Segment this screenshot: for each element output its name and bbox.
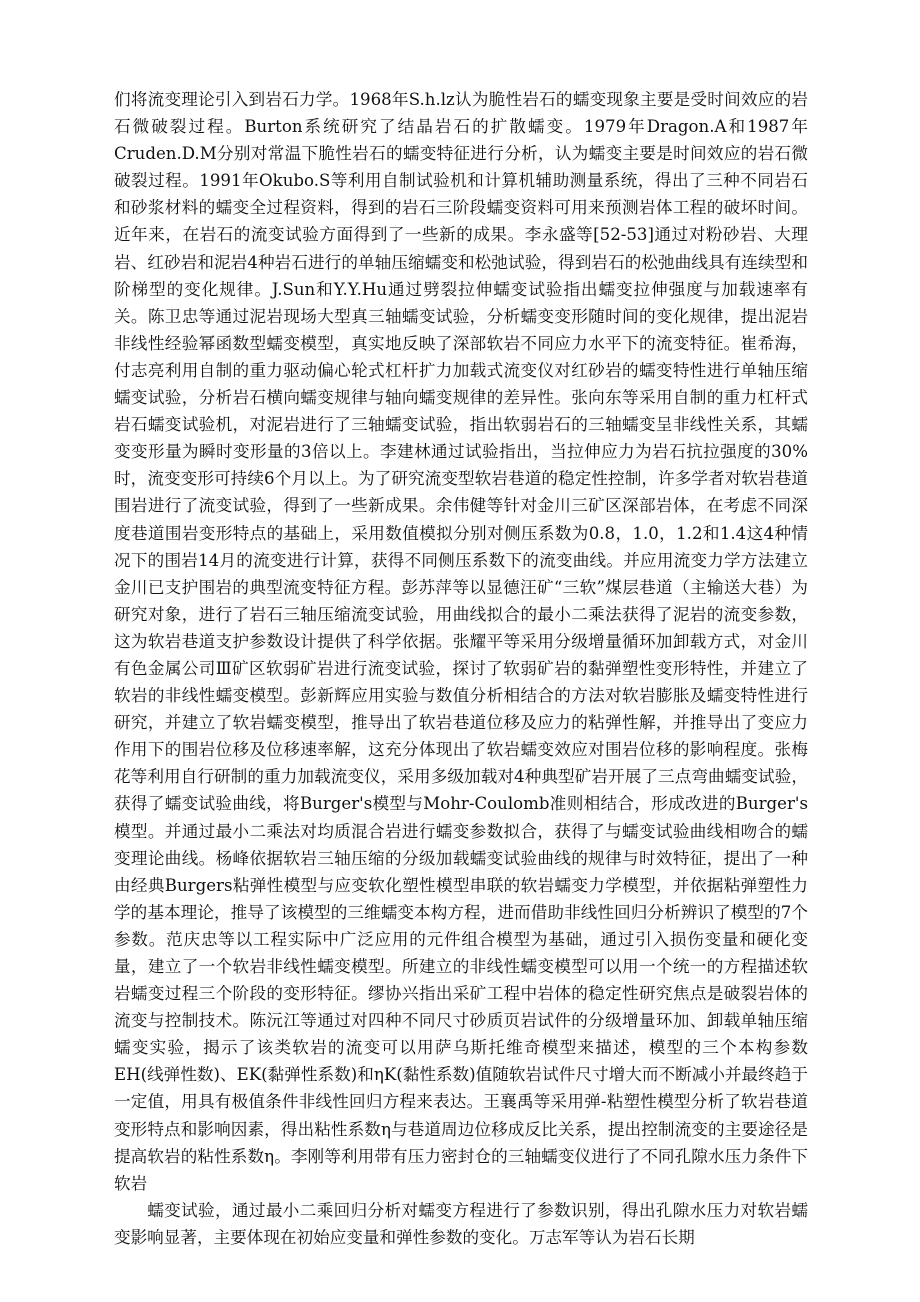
paragraph-1: 们将流变理论引入到岩石力学。1968年S.h.lz认为脆性岩石的蠕变现象主要是受时间效应的岩石微破裂过程。Burton系统研究了结晶岩石的扩散蠕变。1979年Dragon.A和1987年Cruden.D.M分别对常温下脆性岩石的蠕变特征进行分析，认为蠕变主要是时间效应的岩石微破裂过程。1991年Okubo.S等利用自制试验机和计算机辅助测量系统，得出了三种不同岩石和砂浆材料的蠕变全过程资料，得到的岩石三阶段蠕变资料可用来预测岩体工程的破坏时间。近年来，在岩石的流变试验方面得到了一些新的成果。李永盛等[52-53]通过对粉砂岩、大理岩、红砂岩和泥岩4种岩石进行的单轴压缩蠕变和松弛试验，得到岩石的松弛曲线具有连续型和阶梯型的变化规律。J.Sun和Y.Y.Hu通过劈裂拉伸蠕变试验指出蠕变拉伸强度与加载速率有关。陈卫忠等通过泥岩现场大型真三轴蠕变试验，分析蠕变变形随时间的变化规律，提出泥岩非线性经验幂函数型蠕变模型，真实地反映了深部软岩不同应力水平下的流变特征。崔希海，付志亮利用自制的重力驱动偏心轮式杠杆扩力加载式流变仪对红砂岩的蠕变特性进行单轴压缩蠕变试验，分析岩石横向蠕变规律与轴向蠕变规律的差异性。张向东等采用自制的重力杠杆式岩石蠕变试验机，对泥岩进行了三轴蠕变试验，指出软弱岩石的三轴蠕变呈非线性关系，其蠕变变形量为瞬时变形量的3倍以上。李建林通过试验指出，当拉伸应力为岩石抗拉强度的30%时，流变变形可持续6个月以上。为了研究流变型软岩巷道的稳定性控制，许多学者对软岩巷道围岩进行了流变试验，得到了一些新成果。余伟健等针对金川三矿区深部岩体，在考虑不同深度巷道围岩变形特点的基础上，采用数值模拟分别对侧压系数为0.8，1.0，1.2和1.4这4种情况下的围岩14月的流变进行计算，获得不同侧压系数下的流变曲线。并应用流变力学方法建立金川已支护围岩的典型流变特征方程。彭苏萍等以显德汪矿“三软”煤层巷道（主输送大巷）为研究对象，进行了岩石三轴压缩流变试验，用曲线拟合的最小二乘法获得了泥岩的流变参数，这为软岩巷道支护参数设计提供了科学依据。张耀平等采用分级增量循环加卸载方式，对金川有色金属公司Ⅲ矿区软弱矿岩进行流变试验，探讨了软弱矿岩的黏弹塑性变形特性，并建立了软岩的非线性蠕变模型。彭新辉应用实验与数值分析相结合的方法对软岩膨胀及蠕变特性进行研究，并建立了软岩蠕变模型，推导出了软岩巷道位移及应力的粘弹性解，并推导出了变应力作用下的围岩位移及位移速率解，这充分体现出了软岩蠕变效应对围岩位移的影响程度。张梅花等利用自行研制的重力加载流变仪，采用多级加载对4种典型矿岩开展了三点弯曲蠕变试验，获得了蠕变试验曲线，将Burger's模型与Mohr-Coulomb准则相结合，形成改进的Burger's模型。并通过最小二乘法对均质混合岩进行蠕变参数拟合，获得了与蠕变试验曲线相吻合的蠕变理论曲线。杨峰依据软岩三轴压缩的分级加载蠕变试验曲线的规律与时效特征，提出了一种由经典Burgers粘弹性模型与应变软化塑性模型串联的软岩蠕变力学模型，并依据粘弹塑性力学的基本理论，推导了该模型的三维蠕变本构方程，进而借助非线性回归分析辨识了模型的7个参数。范庆忠等以工程实际中广泛应用的元件组合模型为基础，通过引入损伤变量和硬化变量，建立了一个软岩非线性蠕变模型。所建立的非线性蠕变模型可以用一个统一的方程描述软岩蠕变过程三个阶段的变形特征。缪协兴指出采矿工程中岩体的稳定性研究焦点是破裂岩体的流变与控制技术。陈沅江等通过对四种不同尺寸砂质页岩试件的分级增量环加、卸载单轴压缩蠕变实验，揭示了该类软岩的流变可以用萨乌斯托维奇模型来描述，模型的三个本构参数EH(线弹性数)、EK(黏弹性系数)和ηK(黏性系数)值随软岩试件尺寸增大而不断减小并最终趋于一定值，用具有极值条件非线性回归方程来表达。王襄禹等采用弹-粘塑性模型分析了软岩巷道变形特点和影响因素，得出粘性系数η与巷道周边位移成反比关系，提出控制流变的主要途径是提高软岩的粘性系数η。李刚等利用带有压力密封仓的三轴蠕变仪进行了不同孔隙水压力条件下软岩 [114,90,808,1193]
paragraph-2: 蠕变试验，通过最小二乘回归分析对蠕变方程进行了参数识别，得出孔隙水压力对软岩蠕变影响显著，主要体现在初始应变量和弹性参数的变化。万志军等认为岩石长期 [114,1200,808,1247]
document-body [114,86,808,1251]
